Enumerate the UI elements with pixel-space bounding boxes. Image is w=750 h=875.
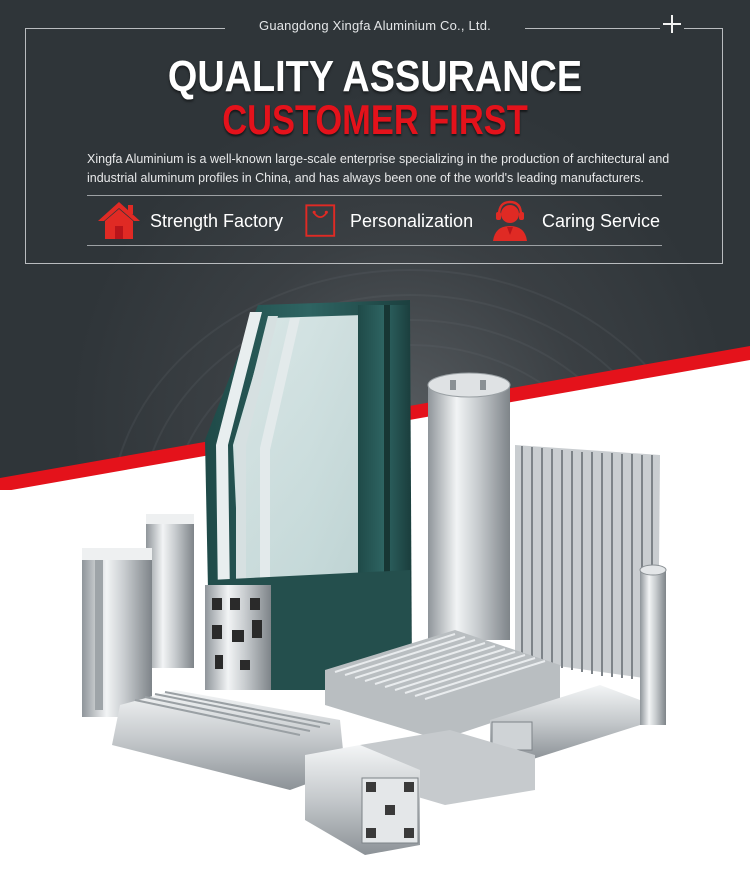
feature-label: Strength Factory — [150, 210, 284, 231]
left-profiles — [82, 514, 194, 717]
thin-bar-profile — [640, 565, 666, 725]
company-description: Xingfa Aluminium is a well-known large-scale enterprise specializing in the production of architectural and industrial aluminum profiles in China, and has always been one of the world's leading manufacturers. — [87, 152, 670, 185]
feature-label: Personalization — [350, 210, 474, 231]
page-title: QUALITY ASSURANCE — [167, 52, 583, 101]
heat-sink-tall-profile — [515, 445, 660, 680]
page-subtitle: CUSTOMER FIRST — [222, 96, 528, 143]
company-name: Guangdong Xingfa Aluminium Co., Ltd. — [0, 18, 750, 33]
round-tube-profile — [428, 373, 510, 640]
window-profile — [205, 300, 412, 690]
feature-label: Caring Service — [542, 210, 661, 231]
